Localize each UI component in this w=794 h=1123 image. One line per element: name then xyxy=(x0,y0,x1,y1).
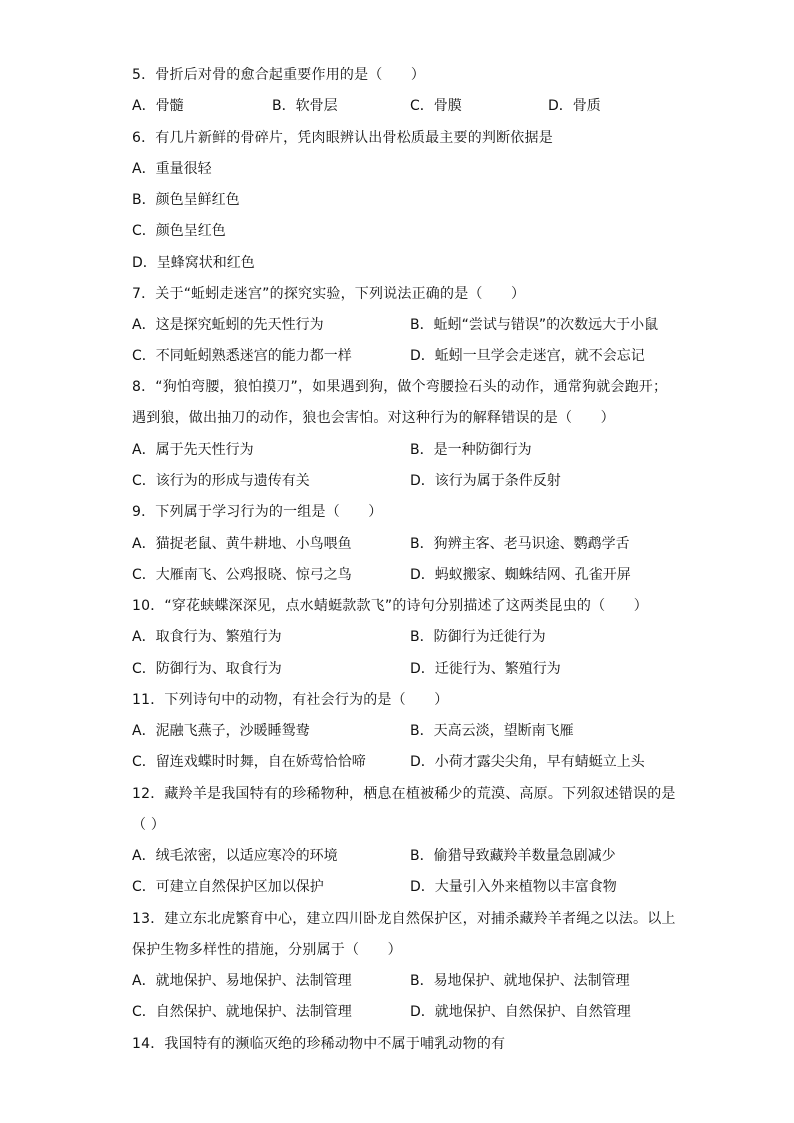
question-5-stem: 5．骨折后对骨的愈合起重要作用的是（ ） xyxy=(132,67,426,83)
question-13-option-b: B．易地保护、就地保护、法制管理 xyxy=(410,973,630,989)
question-5-option-a: A．骨髓 xyxy=(132,98,184,114)
question-8-option-c: C．该行为的形成与遗传有关 xyxy=(132,473,310,489)
question-14-stem: 14．我国特有的濒临灭绝的珍稀动物中不属于哺乳动物的有 xyxy=(132,1036,506,1052)
question-13-option-c: C．自然保护、就地保护、法制管理 xyxy=(132,1004,352,1020)
question-11-option-c: C．留连戏蝶时时舞，自在娇莺恰恰啼 xyxy=(132,754,366,770)
question-7-option-b: B．蚯蚓“尝试与错误”的次数远大于小鼠 xyxy=(410,317,659,333)
question-11-option-d: D．小荷才露尖尖角，早有蜻蜓立上头 xyxy=(410,754,645,770)
question-10-option-c: C．防御行为、取食行为 xyxy=(132,661,282,677)
question-10-option-a: A．取食行为、繁殖行为 xyxy=(132,629,282,645)
question-12-stem-line-1: 12．藏羚羊是我国特有的珍稀物种，栖息在植被稀少的荒漠、高原。下列叙述错误的是 xyxy=(132,786,676,802)
question-13-option-a: A．就地保护、易地保护、法制管理 xyxy=(132,973,352,989)
question-7-option-a: A．这是探究蚯蚓的先天性行为 xyxy=(132,317,324,333)
question-6-option-b: B．颜色呈鲜红色 xyxy=(132,192,240,208)
question-12-stem-line-2: （ ） xyxy=(132,817,166,833)
question-11-stem: 11．下列诗句中的动物，有社会行为的是（ ） xyxy=(132,692,449,708)
question-10-option-d: D．迁徙行为、繁殖行为 xyxy=(410,661,561,677)
question-8-stem-line-1: 8．“狗怕弯腰，狼怕摸刀”，如果遇到狗，做个弯腰捡石头的动作，通常狗就会跑开； xyxy=(132,379,668,395)
question-12-option-d: D．大量引入外来植物以丰富食物 xyxy=(410,879,617,895)
question-10-option-b: B．防御行为迁徙行为 xyxy=(410,629,546,645)
question-9-option-b: B．狗辨主客、老马识途、鹦鹉学舌 xyxy=(410,536,630,552)
question-5-option-d: D．骨质 xyxy=(548,98,601,114)
question-11-option-b: B．天高云淡，望断南飞雁 xyxy=(410,723,574,739)
question-8-option-b: B．是一种防御行为 xyxy=(410,442,532,458)
question-7-option-d: D．蚯蚓一旦学会走迷宫，就不会忘记 xyxy=(410,348,645,364)
question-7-stem: 7．关于“蚯蚓走迷宫”的探究实验，下列说法正确的是（ ） xyxy=(132,286,526,302)
question-11-option-a: A．泥融飞燕子，沙暖睡鸳鸯 xyxy=(132,723,310,739)
question-8-option-a: A．属于先天性行为 xyxy=(132,442,254,458)
question-5-option-c: C．骨膜 xyxy=(410,98,462,114)
question-9-option-a: A．猫捉老鼠、黄牛耕地、小鸟喂鱼 xyxy=(132,536,352,552)
question-5-option-b: B．软骨层 xyxy=(272,98,338,114)
question-6-option-a: A．重量很轻 xyxy=(132,161,212,177)
question-7-option-c: C．不同蚯蚓熟悉迷宫的能力都一样 xyxy=(132,348,352,364)
question-9-option-c: C．大雁南飞、公鸡报晓、惊弓之鸟 xyxy=(132,567,352,583)
question-9-option-d: D．蚂蚁搬家、蜘蛛结网、孔雀开屏 xyxy=(410,567,631,583)
question-13-stem-line-1: 13．建立东北虎繁育中心，建立四川卧龙自然保护区，对捕杀藏羚羊者绳之以法。以上 xyxy=(132,911,676,927)
question-12-option-b: B．偷猎导致藏羚羊数量急剧减少 xyxy=(410,848,616,864)
question-12-option-c: C．可建立自然保护区加以保护 xyxy=(132,879,324,895)
question-10-stem: 10．“穿花蛱蝶深深见，点水蜻蜓款款飞”的诗句分别描述了这两类昆虫的（ ） xyxy=(132,598,648,614)
question-12-option-a: A．绒毛浓密，以适应寒冷的环境 xyxy=(132,848,338,864)
question-13-stem-line-2: 保护生物多样性的措施，分别属于（ ） xyxy=(132,942,402,958)
question-6-stem: 6．有几片新鲜的骨碎片，凭肉眼辨认出骨松质最主要的判断依据是 xyxy=(132,130,553,146)
question-8-option-d: D．该行为属于条件反射 xyxy=(410,473,561,489)
question-6-option-d: D．呈蜂窝状和红色 xyxy=(132,255,255,271)
question-9-stem: 9．下列属于学习行为的一组是（ ） xyxy=(132,504,383,520)
question-6-option-c: C．颜色呈红色 xyxy=(132,223,226,239)
question-8-stem-line-2: 遇到狼，做出抽刀的动作，狼也会害怕。对这种行为的解释错误的是（ ） xyxy=(132,410,615,426)
question-13-option-d: D．就地保护、自然保护、自然管理 xyxy=(410,1004,631,1020)
